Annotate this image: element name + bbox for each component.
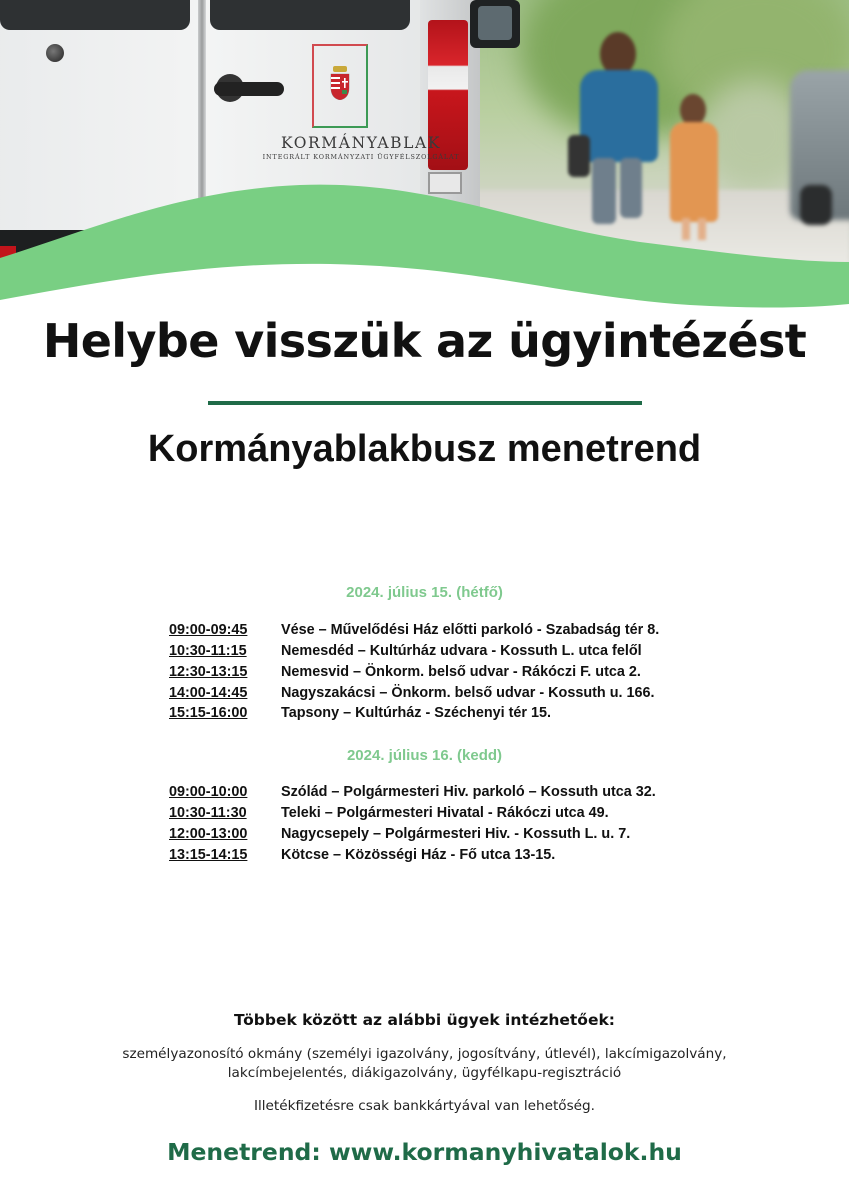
payment-note: Illetékfizetésre csak bankkártyával van lehetőség.	[253, 1098, 596, 1114]
schedule-row	[0, 622, 849, 642]
services-line: személyazonosító okmány (személyi igazolvány, jogosítvány, útlevél), lakcímigazolvány,	[122, 1046, 727, 1062]
date-heading-day2: 2024. július 16. (kedd)	[346, 747, 503, 764]
stop-time: 12:30-13:15	[169, 664, 248, 680]
stop-location: Kötcse – Közösségi Ház - Fő utca 13-15.	[281, 847, 556, 863]
stop-time: 10:30-11:15	[169, 643, 247, 659]
stop-time: 12:00-13:00	[169, 826, 248, 842]
stop-location: Nemesdéd – Kultúrház udvara - Kossuth L. utca felől	[281, 643, 642, 659]
schedule-row	[0, 705, 849, 725]
heading-divider	[208, 401, 642, 405]
services-list	[60, 1045, 789, 1083]
schedule-row	[0, 784, 849, 804]
green-wave-divider	[0, 0, 849, 320]
stop-time: 13:15-14:15	[169, 847, 248, 863]
schedule-website-link[interactable]: Menetrend: www.kormanyhivatalok.hu	[167, 1138, 682, 1166]
stop-time: 10:30-11:30	[169, 805, 247, 821]
services-line: lakcímbejelentés, diákigazolvány, ügyfélkapu-regisztráció	[227, 1065, 622, 1081]
logo-subtitle: INTEGRÁLT KORMÁNYZATI ÜGYFÉLSZOLGÁLAT	[262, 153, 460, 161]
schedule-row	[0, 664, 849, 684]
stop-location: Nagycsepely – Polgármesteri Hiv. - Kossuth L. u. 7.	[281, 826, 631, 842]
page-subtitle: Kormányablakbusz menetrend	[147, 428, 702, 470]
stop-location: Nagyszakácsi – Önkorm. belső udvar - Kossuth u. 166.	[281, 685, 655, 701]
stop-location: Nemesvid – Önkorm. belső udvar - Rákóczi F. utca 2.	[281, 664, 641, 680]
services-title: Többek között az alábbi ügyek intézhetőek:	[234, 1011, 615, 1029]
stop-location: Szólád – Polgármesteri Hiv. parkoló – Kossuth utca 32.	[281, 784, 656, 800]
stop-location: Teleki – Polgármesteri Hivatal - Rákóczi utca 49.	[281, 805, 609, 821]
stop-location: Vése – Művelődési Ház előtti parkoló - Szabadság tér 8.	[281, 622, 660, 638]
schedule-row	[0, 685, 849, 705]
stop-time: 09:00-09:45	[169, 622, 248, 638]
hero-photo	[0, 0, 849, 320]
date-heading-day1: 2024. július 15. (hétfő)	[346, 584, 503, 601]
schedule-row	[0, 805, 849, 825]
stop-time: 09:00-10:00	[169, 784, 248, 800]
logo-title: KORMÁNYABLAK	[280, 134, 442, 152]
schedule-row	[0, 643, 849, 663]
stop-time: 14:00-14:45	[169, 685, 248, 701]
page-headline: Helybe visszük az ügyintézést	[42, 314, 807, 368]
schedule-row	[0, 847, 849, 867]
schedule-row	[0, 826, 849, 846]
stop-location: Tapsony – Kultúrház - Széchenyi tér 15.	[281, 705, 552, 721]
stop-time: 15:15-16:00	[169, 705, 248, 721]
